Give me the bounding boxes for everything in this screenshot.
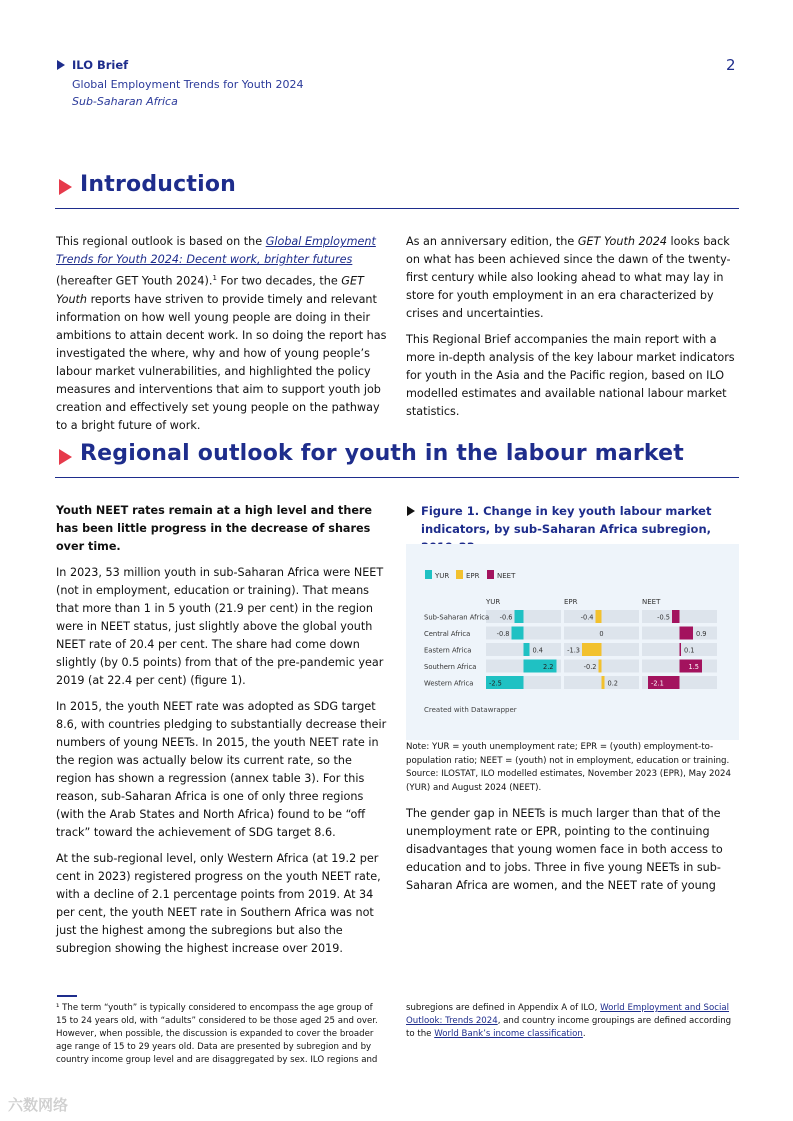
panel-title-yur: YUR (486, 598, 501, 606)
bar-epr (596, 610, 602, 623)
bar-label-neet: -2.1 (651, 679, 664, 688)
regional-paragraph-4: The gender gap in NEETs is much larger than that of the unemployment rate or EPR, pointing to the continuing disadvantages that young women face in both access to education and to jobs. Three in five young NEETs in sub-Saharan Africa are women, and the NEET rate of young (406, 807, 723, 892)
header-arrow-icon (57, 60, 65, 70)
intro-italic: GET Youth 2024 (577, 235, 667, 248)
legend-swatch-yur (425, 570, 432, 579)
figure-chart (406, 544, 739, 740)
category-label: Eastern Africa (424, 646, 472, 655)
weso-trends-link[interactable]: World Employment and Social Outlook: Trends 2024 (406, 1003, 730, 1026)
bar-label-yur: -2.5 (489, 679, 502, 688)
panel-title-neet: NEET (642, 598, 661, 606)
regional-column-left (56, 502, 389, 958)
category-label: Central Africa (424, 630, 471, 638)
bar-yur (512, 627, 524, 640)
footnote-text: subregions are defined in Appendix A of ILO, (406, 1003, 601, 1013)
legend-label-yur: YUR (435, 572, 450, 580)
bar-label-epr: 0.2 (607, 679, 618, 688)
intro-text: reports have striven to provide timely and relevant information on how well young people are doing in their ambitions to attain decent work. In so doing the report has investigated the where, why and how of young people’s labour market vulnerabilities, and highlighted the policy measures and interventions that aim to support youth job creation and effectively set young people on the pathway to a bright future of work. (56, 292, 387, 432)
footnote-left (56, 1002, 386, 1067)
intro-paragraph-2 (406, 233, 739, 323)
bar-neet (672, 610, 680, 623)
bar-label-epr: -0.4 (580, 613, 594, 622)
bar-label-neet: 0.1 (684, 646, 695, 655)
figure-arrow-icon (407, 506, 415, 516)
regional-paragraph-1: In 2023, 53 million youth in sub-Saharan Africa were NEET (not in employment, education or training). That means that more than 1 in 5 youth (21.9 per cent) in the region were in NEET status, just slightly above the global youth NEET rate of 20.4 per cent. The share had come down slightly (by 0.5 points) from that of the pre-pandemic year 2019 (at 22.4 per cent) (figure 1). (56, 566, 384, 687)
regional-paragraph-3: At the sub-regional level, only Western Africa (at 19.2 per cent in 2023) registered progress on the youth NEET rate, with a decline of 2.1 percentage points from 2019. At 34 per cent, the youth NEET rate in Southern Africa was not just the highest among the subregions but also the subregion showing the highest increase over 2019. (56, 852, 381, 955)
footnote-divider (57, 995, 77, 997)
bar-neet (680, 627, 694, 640)
figure-note: Note: YUR = youth unemployment rate; EPR = (youth) employment-to-population ratio; NEET = (youth) not in employment, education or training. Source: ILOSTAT, ILO modelled estimates, November 2023 (EPR), May 2024 (YUR) and August 2024 (NEET). (406, 742, 731, 793)
footnote-right (406, 1002, 739, 1041)
figure-note-block (406, 741, 739, 895)
bar-label-yur: -0.8 (496, 630, 510, 638)
intro-text: This regional outlook is based on the (56, 235, 266, 248)
category-label: Sub-Saharan Africa (424, 613, 490, 622)
category-label: Southern Africa (424, 663, 477, 671)
footnote-text: , and country income groupings are defined according to the (406, 1016, 732, 1039)
intro-heading: Introduction (80, 172, 237, 197)
bar-label-neet: 1.5 (688, 663, 699, 671)
legend-swatch-epr (456, 570, 463, 579)
figure-title: Figure 1. Change in key youth labour market indicators, by sub-Saharan Africa subregion, (421, 504, 712, 536)
watermark-logo: 六数网络 (8, 1096, 69, 1114)
section-arrow-icon (59, 449, 72, 465)
get-youth-2024-link[interactable]: Global Employment Trends for Youth 2024: Decent work, brighter futures (56, 235, 376, 266)
footnote-ref[interactable]: 1 (212, 274, 217, 282)
page-number: 2 (726, 56, 736, 74)
section-arrow-icon (59, 179, 72, 195)
bar-label-yur: -0.6 (499, 613, 513, 622)
bar-epr (602, 676, 605, 689)
regional-heading: Regional outlook for youth in the labour market (80, 441, 685, 466)
footnote-text: . (582, 1029, 586, 1039)
bar-epr (599, 660, 602, 673)
legend-label-epr: EPR (466, 572, 480, 580)
intro-text: As an anniversary edition, the (406, 235, 578, 248)
chart-credit: Created with Datawrapper (424, 706, 517, 714)
header-brief-label: ILO Brief (72, 58, 129, 72)
intro-text: looks back on what has been achieved since the dawn of the twenty-first century while also looking ahead to what may lay in store for youth employment in an era characterized by crises and uncertainties. (406, 235, 731, 320)
regional-paragraph-2: In 2015, the youth NEET rate was adopted as SDG target 8.6, with countries pledging to substantially decrease their numbers of young NEETs. In 2015, the youth NEET rate in the region was actually below its current rate, so the region has shown a regression (annex table 3). For this reason, sub-Saharan Africa is one of only three regions (with the Arab States and North Africa) found to be “off track” toward the achievement of SDG target 8.6. (56, 700, 387, 839)
bar-label-epr: 0 (599, 630, 604, 638)
intro-text: For two decades, the (216, 274, 342, 288)
intro-italic: GET Youth (56, 274, 364, 306)
bar-yur (515, 610, 524, 623)
legend-swatch-neet (487, 570, 494, 579)
intro-paragraph-3: This Regional Brief accompanies the main report with a more in-depth analysis of the key labour market indicators for youth in the Asia and the Pacific region, based on ILO modelled estimates and available national labour market statistics. (406, 333, 735, 418)
footnote-1-continued (406, 1002, 739, 1041)
bar-label-epr: -1.3 (567, 646, 580, 655)
bar-neet (680, 643, 682, 656)
bar-label-yur: 2.2 (543, 663, 554, 671)
bar-epr (582, 643, 602, 656)
bar-yur (524, 643, 530, 656)
intro-divider (55, 208, 739, 209)
bar-label-neet: 0.9 (696, 630, 707, 638)
category-label: Western Africa (424, 679, 474, 688)
regional-divider (55, 477, 739, 478)
intro-column-right (406, 233, 739, 421)
bar-label-yur: 0.4 (532, 646, 543, 655)
intro-column-left (56, 233, 389, 435)
intro-paragraph-1 (56, 233, 389, 435)
header-report-title: Global Employment Trends for Youth 2024 (72, 78, 304, 91)
header-region: Sub-Saharan Africa (72, 95, 178, 108)
footnote-1: ¹ The term “youth” is typically considered to encompass the age group of 15 to 24 years old, with “adults” considered to be those aged 25 and over. However, when possible, the discussion is expanded to cover the broader age range of 15 to 29 years old. Data are presented by subregion and by country income group level and are disaggregated by sex. ILO regions and (56, 1003, 378, 1065)
regional-lead: Youth NEET rates remain at a high level and there has been little progress in the decrease of shares over time. (56, 504, 373, 553)
bar-label-neet: -0.5 (657, 613, 670, 622)
world-bank-income-link[interactable]: World Bank’s income classification (434, 1029, 583, 1039)
bar-label-epr: -0.2 (583, 663, 597, 671)
intro-text: (hereafter GET Youth 2024). (56, 274, 213, 288)
legend-label-neet: NEET (497, 572, 516, 580)
panel-title-epr: EPR (564, 598, 578, 606)
